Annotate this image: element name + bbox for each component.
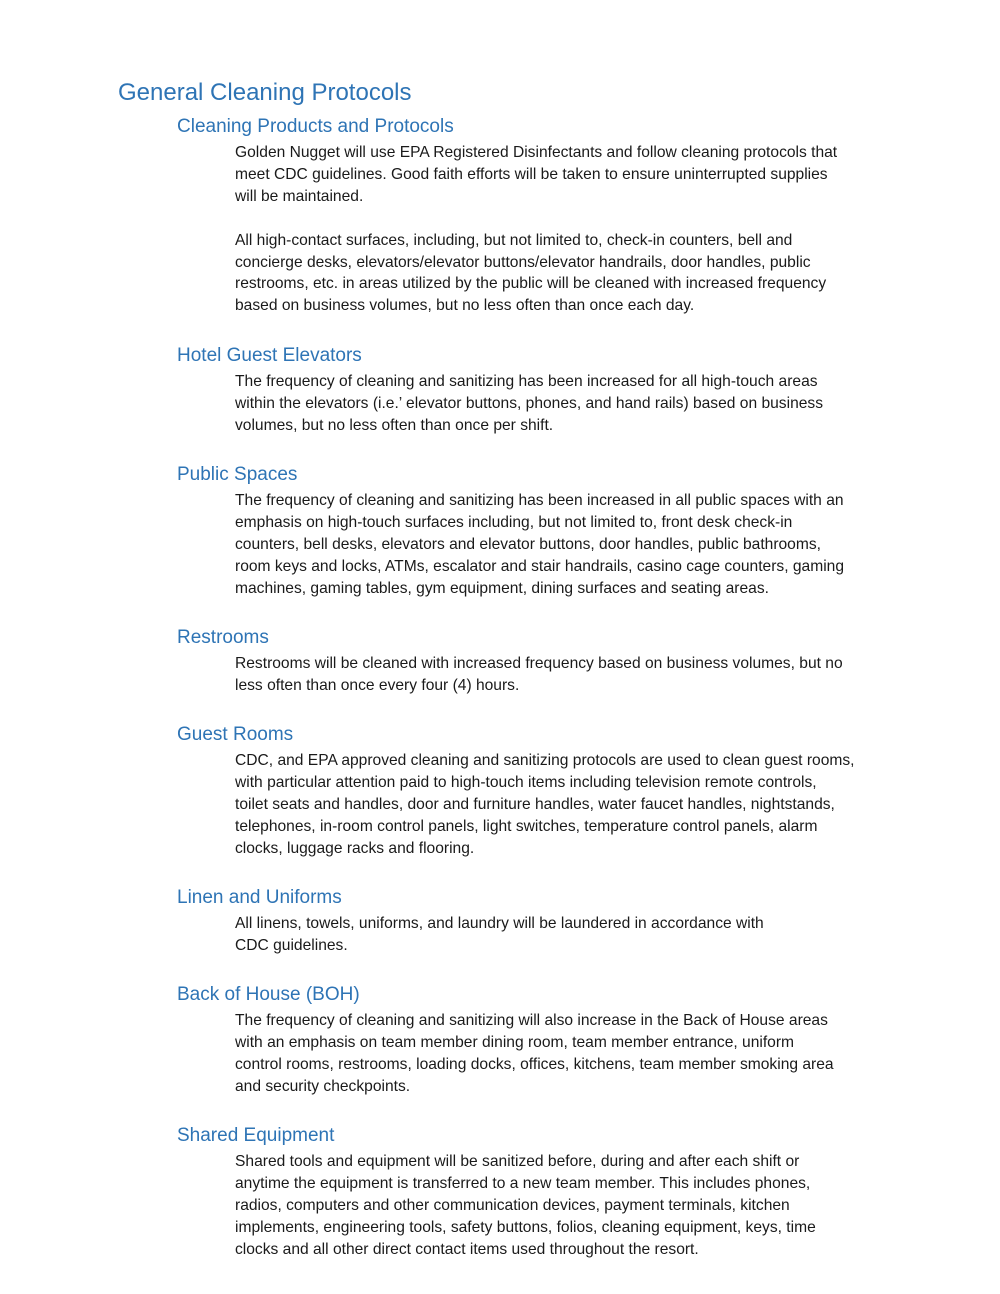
section-paragraph: CDC, and EPA approved cleaning and sanitizing protocols are used to clean guest rooms, with particular attention paid to high-touch items including television remote controls, toilet seats and handles, door and furniture handles, water faucet handles, nightstands, telephones, in-room control panels, light switches, temperature control panels, alarm clocks, luggage racks and flooring. [235, 752, 855, 857]
section-heading: Restrooms [177, 627, 269, 648]
section-back-of-house [177, 983, 897, 1098]
section-heading: Hotel Guest Elevators [177, 345, 362, 366]
section-linen-uniforms [177, 886, 897, 957]
section-hotel-guest-elevators [177, 344, 897, 437]
section-public-spaces [177, 463, 897, 600]
section-restrooms [177, 626, 897, 697]
section-heading: Shared Equipment [177, 1125, 335, 1146]
section-paragraph: All high-contact surfaces, including, but not limited to, check-in counters, bell and concierge desks, elevators/elevator buttons/elevator handrails, door handles, public restrooms, etc. in areas utilized by the public will be cleaned with increased frequency based on business volumes, but no less often than once each day. [235, 231, 827, 315]
section-paragraph: The frequency of cleaning and sanitizing has been increased in all public spaces with an emphasis on high-touch surfaces including, but not limited to, front desk check-in counters, bell desks, elevators and elevator buttons, door handles, public bathrooms, room keys and locks, ATMs, escalator and stair handrails, casino cage counters, gaming machines, gaming tables, gym equipment, dining surfaces and seating areas. [235, 492, 845, 597]
section-shared-equipment [177, 1124, 897, 1261]
section-guest-rooms [177, 723, 897, 860]
section-paragraph: Golden Nugget will use EPA Registered Disinfectants and follow cleaning protocols that meet CDC guidelines. Good faith efforts will be taken to ensure uninterrupted supplies will be maintained. [235, 144, 838, 205]
section-paragraph: The frequency of cleaning and sanitizing will also increase in the Back of House areas with an emphasis on team member dining room, team member entrance, uniform control rooms, restrooms, loading docks, offices, kitchens, team member smoking area and security checkpoints. [235, 1012, 834, 1095]
section-heading: Back of House (BOH) [177, 984, 360, 1005]
section-heading: Public Spaces [177, 464, 298, 485]
page-title: General Cleaning Protocols [118, 79, 412, 106]
section-paragraph: Shared tools and equipment will be sanitized before, during and after each shift or anytime the equipment is transferred to a new team member. This includes phones, radios, computers and other communication devices, payment terminals, kitchen implements, engineering tools, safety buttons, folios, cleaning equipment, keys, time clocks and all other direct contact items used throughout the resort. [235, 1153, 816, 1258]
section-cleaning-products [177, 115, 897, 317]
section-heading: Cleaning Products and Protocols [177, 116, 454, 137]
section-heading: Guest Rooms [177, 724, 294, 745]
section-paragraph: Restrooms will be cleaned with increased frequency based on business volumes, but no less often than once every four (4) hours. [235, 655, 843, 694]
section-paragraph: All linens, towels, uniforms, and laundry will be laundered in accordance with CDC guidelines. [235, 915, 764, 954]
section-heading: Linen and Uniforms [177, 887, 342, 908]
section-paragraph: The frequency of cleaning and sanitizing has been increased for all high-touch areas within the elevators (i.e.’ elevator buttons, phones, and hand rails) based on business volumes, but no less often than once per shift. [235, 373, 824, 434]
